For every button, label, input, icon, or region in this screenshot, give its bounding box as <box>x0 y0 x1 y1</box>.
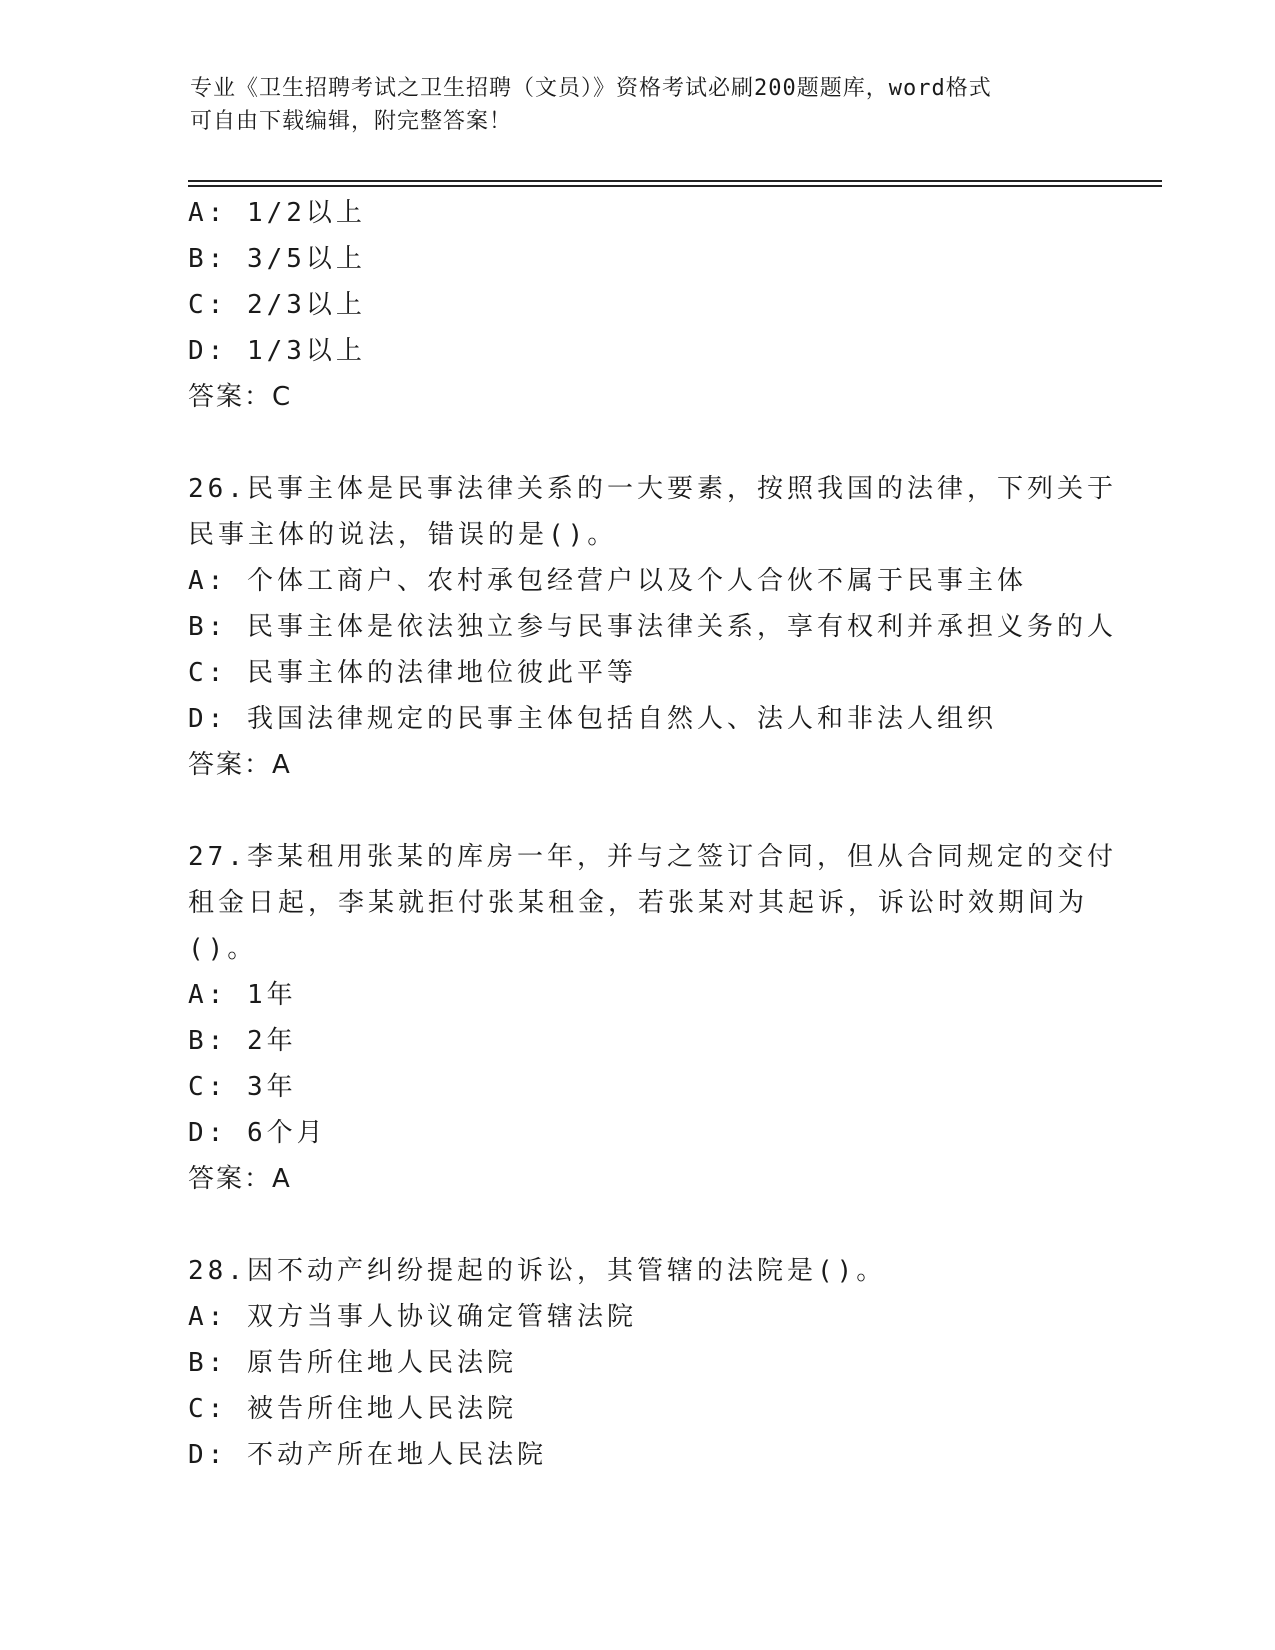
question-stem-line: 26.民事主体是民事法律关系的一大要素，按照我国的法律，下列关于 <box>188 474 1117 504</box>
document-header <box>190 72 1090 138</box>
option-d: D: 我国法律规定的民事主体包括自然人、法人和非法人组织 <box>188 704 997 734</box>
option-a: A: 个体工商户、农村承包经营户以及个人合伙不属于民事主体 <box>188 566 1027 596</box>
option-b: B: 原告所住地人民法院 <box>188 1348 517 1378</box>
question-stem-line: 民事主体的说法，错误的是()。 <box>188 520 618 550</box>
answer: 答案：C <box>188 382 293 412</box>
option-d: D: 不动产所在地人民法院 <box>188 1440 547 1470</box>
option-c: C: 3年 <box>188 1072 297 1102</box>
option-c: C: 民事主体的法律地位彼此平等 <box>188 658 637 688</box>
answer: 答案：A <box>188 1164 292 1194</box>
option-c: C: 2/3以上 <box>188 290 366 320</box>
header-line-1: 专业《卫生招聘考试之卫生招聘（文员）》资格考试必刷200题题库，word格式 <box>190 76 992 101</box>
header-rule-bottom <box>188 185 1162 187</box>
question-27 <box>188 834 1117 1202</box>
document-body <box>188 190 1117 1478</box>
option-b: B: 2年 <box>188 1026 297 1056</box>
option-d: D: 6个月 <box>188 1118 327 1148</box>
option-d: D: 1/3以上 <box>188 336 366 366</box>
answer: 答案：A <box>188 750 292 780</box>
option-a: A: 1/2以上 <box>188 198 366 228</box>
option-a: A: 1年 <box>188 980 297 1010</box>
question-stem-line: ()。 <box>188 934 258 964</box>
option-c: C: 被告所住地人民法院 <box>188 1394 517 1424</box>
question-stem-line: 28.因不动产纠纷提起的诉讼，其管辖的法院是()。 <box>188 1256 887 1286</box>
question-28 <box>188 1248 1088 1478</box>
option-b: B: 3/5以上 <box>188 244 366 274</box>
header-rule-top <box>188 180 1162 182</box>
option-a: A: 双方当事人协议确定管辖法院 <box>188 1302 637 1332</box>
option-b: B: 民事主体是依法独立参与民事法律关系，享有权利并承担义务的人 <box>188 612 1117 642</box>
question-stem-line: 27.李某租用张某的库房一年，并与之签订合同，但从合同规定的交付 <box>188 842 1117 872</box>
question-25-tail <box>188 190 1088 420</box>
header-line-2: 可自由下载编辑，附完整答案！ <box>190 109 513 134</box>
question-stem-line: 租金日起，李某就拒付张某租金，若张某对其起诉，诉讼时效期间为 <box>188 888 1089 918</box>
question-26 <box>188 466 1117 788</box>
